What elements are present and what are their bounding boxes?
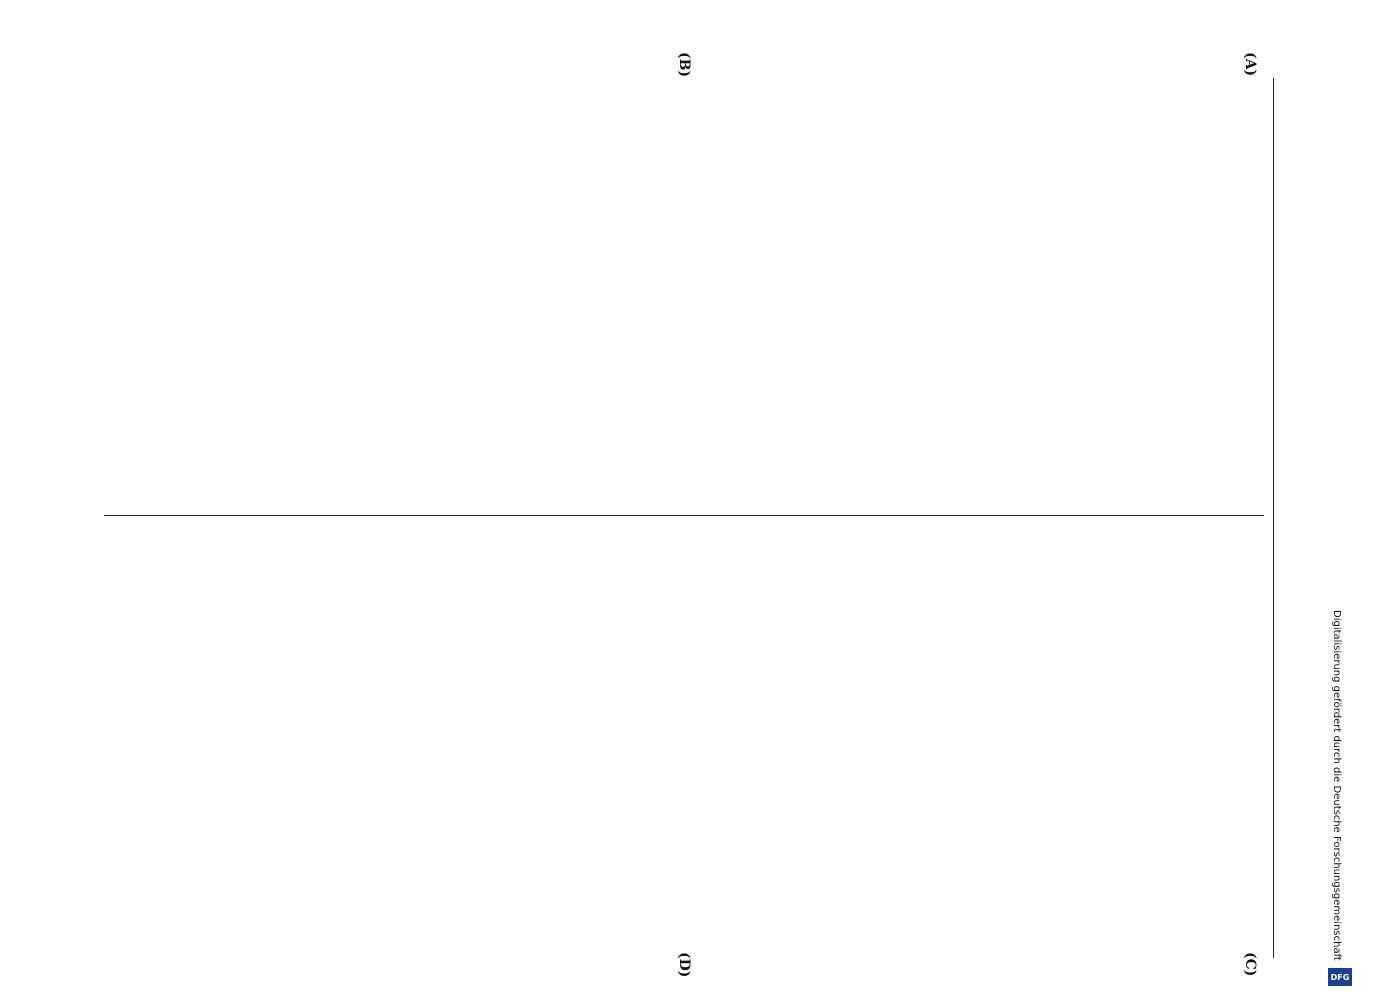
digitization-note-text: Digitalisierung gefördert durch die Deutsche Forschungsgemeinschaft xyxy=(1331,610,1342,961)
column-divider xyxy=(104,515,1264,516)
margin-letter-d: (D) xyxy=(676,952,692,978)
margin-letter-b: (B) xyxy=(676,52,692,78)
right-column xyxy=(104,544,1264,952)
left-column xyxy=(104,78,1264,486)
margin-letter-a: (A) xyxy=(1242,52,1258,77)
margin-letter-c: (C) xyxy=(1242,952,1258,977)
dfg-logo: DFG xyxy=(1328,968,1352,986)
document-page xyxy=(76,48,1316,988)
running-header xyxy=(1273,78,1300,958)
digitization-note xyxy=(1330,610,1344,990)
